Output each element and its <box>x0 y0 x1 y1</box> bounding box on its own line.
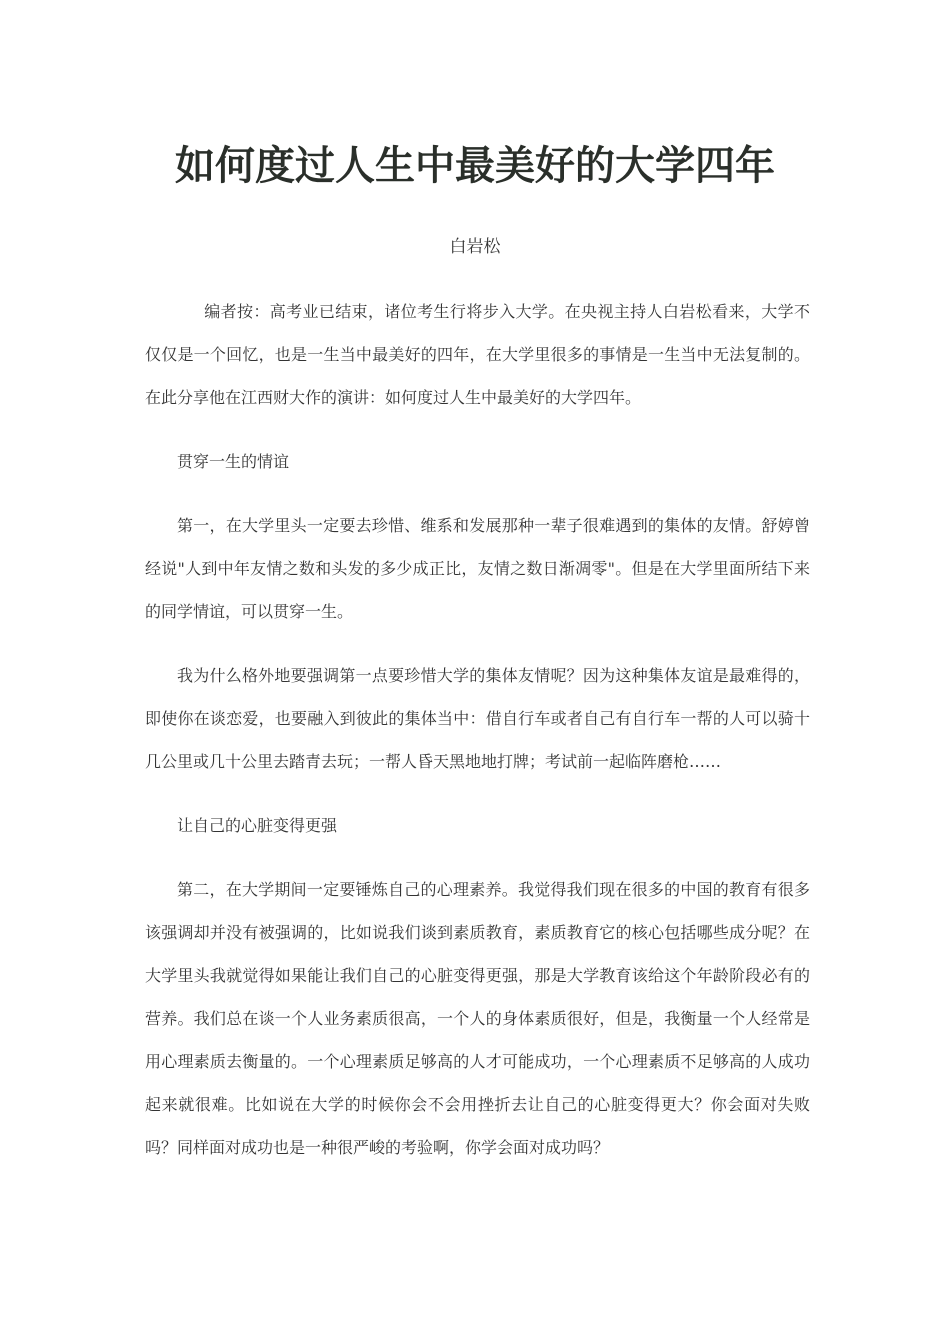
article-body <box>145 290 810 1190</box>
section-heading-heart: 让自己的心脏变得更强 <box>177 816 338 835</box>
author-name: 白岩松 <box>449 237 501 257</box>
editor-note-paragraph: 编者按：高考业已结束，诸位考生行将步入大学。在央视主持人白岩松看来，大学不仅仅是一个回忆，也是一生当中最美好的四年，在大学里很多的事情是一生当中无法复制的。在此分享他在江西财大作的演讲：如何度过人生中最美好的大学四年。 <box>145 302 810 407</box>
body-paragraph: 第一，在大学里头一定要去珍惜、维系和发展那种一辈子很难遇到的集体的友情。舒婷曾经说"人到中年友情之数和头发的多少成正比，友情之数日渐凋零"。但是在大学里面所结下来的同学情谊，可以贯穿一生。 <box>145 516 810 621</box>
body-paragraph: 我为什么格外地要强调第一点要珍惜大学的集体友情呢？因为这种集体友谊是最难得的，即使你在谈恋爱，也要融入到彼此的集体当中：借自行车或者自己有自行车一帮的人可以骑十几公里或几十公里去踏青去玩；一帮人昏天黑地地打牌；考试前一起临阵磨枪…… <box>145 666 810 771</box>
section-heading-friendship: 贯穿一生的情谊 <box>177 452 290 471</box>
body-paragraph: 第二，在大学期间一定要锤炼自己的心理素养。我觉得我们现在很多的中国的教育有很多该强调却并没有被强调的，比如说我们谈到素质教育，素质教育它的核心包括哪些成分呢？在大学里头我就觉得如果能让我们自己的心脏变得更强，那是大学教育该给这个年龄阶段必有的营养。我们总在谈一个人业务素质很高，一个人的身体素质很好，但是，我衡量一个人经常是用心理素质去衡量的。一个心理素质足够高的人才可能成功，一个心理素质不足够高的人成功起来就很难。比如说在大学的时候你会不会用挫折去让自己的心脏变得更大？你会面对失败吗？同样面对成功也是一种很严峻的考验啊，你学会面对成功吗？ <box>145 880 810 1157</box>
document-title: 如何度过人生中最美好的大学四年 <box>175 142 775 189</box>
